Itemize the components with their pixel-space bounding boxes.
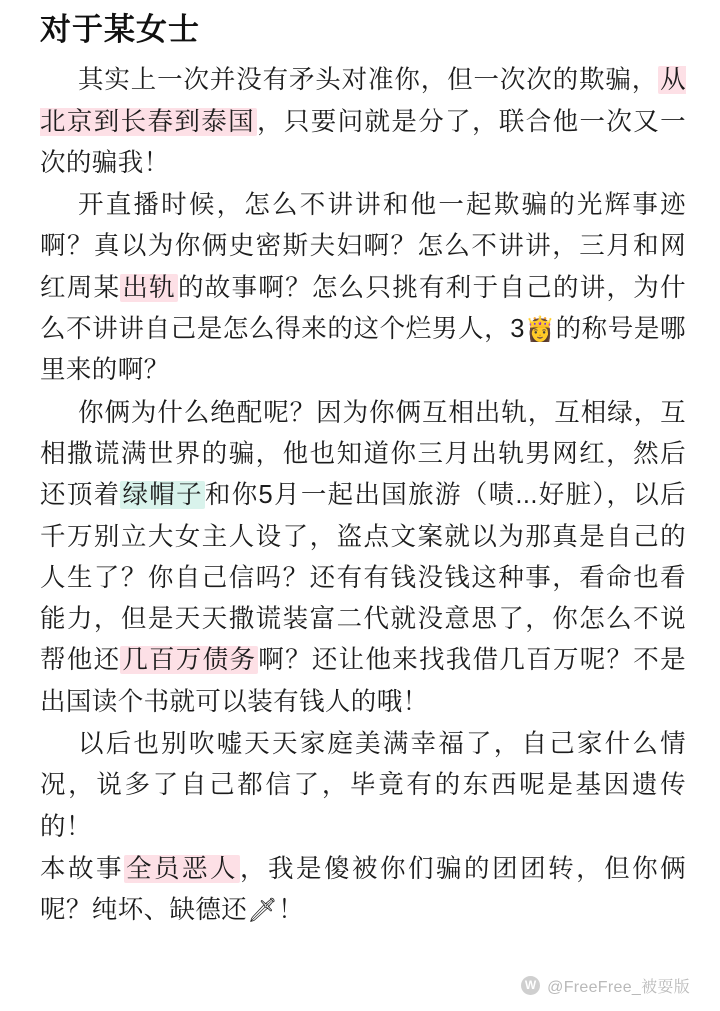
watermark-handle: @FreeFree_被耍版	[547, 979, 690, 996]
paragraph	[40, 849, 686, 932]
highlighted-text-pink: 出轨	[122, 273, 176, 302]
text-run: 啊？还让他来找我借几百万呢？不是出国读个书就可以装有钱人的哦！	[40, 646, 686, 716]
highlighted-text-pink: 几百万债务	[122, 646, 257, 675]
text-run: 的故事啊？怎么只挑有利于自己的讲，为什么不讲讲自己是怎么得来的这个烂男人，3	[40, 273, 686, 344]
text-run: ，只要问就是分了，联合他一次又一次的骗我！	[40, 107, 687, 177]
paragraph	[40, 185, 686, 391]
watermark	[521, 974, 690, 997]
text-run: ！	[278, 896, 304, 925]
emoji-icon: 👸	[524, 315, 556, 344]
text-run: 以后也别吹嘘天天家庭美满幸福了，自己家什么情况，说多了自己都信了，毕竟有的东西呢是基因遗传的！	[40, 730, 686, 841]
text-run: 和你5月一起出国旅游（啧...好脏），以后千万别立大女主人设了，盗点文案就以为那真是自己的人生了？你自己信吗？还有有钱没钱这种事，看命也看能力，但是天天撒谎装富二代就没意思了，你怎么不说帮他还	[40, 481, 686, 675]
highlighted-text-mint: 绿帽子	[122, 481, 203, 510]
weibo-logo-icon: W	[521, 976, 540, 995]
text-run: 的称号是哪里来的啊？	[40, 315, 686, 385]
paragraph	[40, 393, 686, 723]
emoji-icon: 🗡	[247, 896, 279, 925]
highlighted-text-pink: 从北京到长春到泰国	[40, 66, 686, 136]
text-run: 你俩为什么绝配呢？因为你俩互相出轨，互相绿，互相撒谎满世界的骗，他也知道你三月出轨男网红，然后还顶着	[40, 398, 686, 510]
paragraph	[40, 60, 686, 184]
document-body	[40, 60, 686, 931]
highlighted-text-pink: 全员恶人	[126, 854, 239, 883]
text-run: 开直播时候，怎么不讲讲和他一起欺骗的光辉事迹啊？真以为你俩史密斯夫妇啊？怎么不讲讲，三月和网红周某	[40, 191, 686, 302]
paragraph	[40, 724, 686, 848]
text-run: 本故事	[40, 854, 125, 883]
text-run: ，我是傻被你们骗的团团转，但你俩呢？纯坏、缺德还	[40, 854, 686, 925]
page-title: 对于某女士	[40, 12, 200, 47]
text-run: 其实上一次并没有矛头对准你，但一次次的欺骗，	[78, 66, 659, 95]
